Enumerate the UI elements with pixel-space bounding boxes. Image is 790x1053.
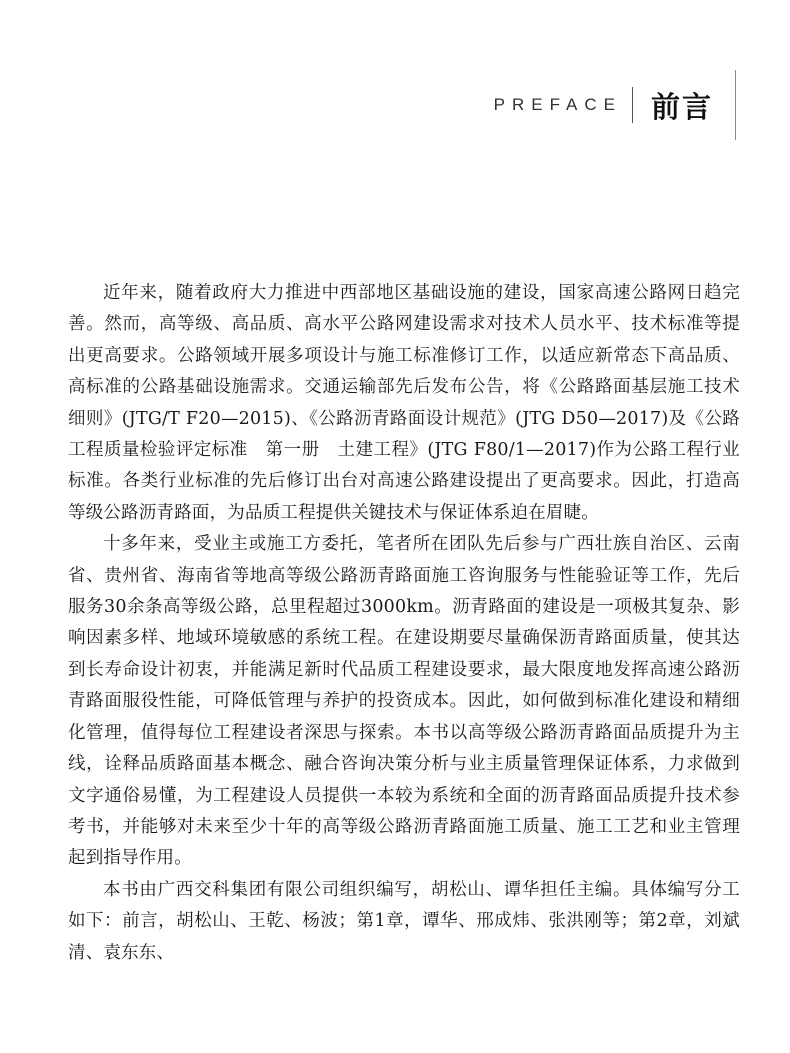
header-vertical-rule	[735, 70, 736, 140]
paragraph-3: 本书由广西交科集团有限公司组织编写，胡松山、谭华担任主编。具体编写分工如下：前言，胡松山、王乾、杨波；第1章，谭华、邢成炜、张洪刚等；第2章，刘斌清、袁东东、	[68, 879, 740, 963]
preface-title-cn: 前言	[650, 89, 713, 124]
preface-title-en: PREFACE	[493, 95, 622, 114]
page-header	[494, 70, 736, 140]
paragraph-1: 近年来，随着政府大力推进中西部地区基础设施的建设，国家高速公路网日趋完善。然而，高等级、高品质、高水平公路网建设需求对技术人员水平、技术标准等提出更高要求。公路领域开展多项设计与施工标准修订工作，以适应新常态下高品质、高标准的公路基础设施需求。交通运输部先后发布公告，将《公路路面基层施工技术细则》(JTG/T F20—2015)、《公路沥青路面设计规范》(JTG D50—2017)及《公路工程质量检验评定标准 第一册 土建工程》(JTG F80/1—2017)作为公路工程行业标准。各类行业标准的先后修订出台对高速公路建设提出了更高要求。因此，打造高等级公路沥青路面，为品质工程提供关键技术与保证体系迫在眉睫。	[68, 283, 740, 523]
body-text	[68, 278, 740, 969]
paragraph-2: 十多年来，受业主或施工方委托，笔者所在团队先后参与广西壮族自治区、云南省、贵州省、海南省等地高等级公路沥青路面施工咨询服务与性能验证等工作，先后服务30余条高等级公路，总里程超过3000km。沥青路面的建设是一项极其复杂、影响因素多样、地域环境敏感的系统工程。在建设期要尽量确保沥青路面质量，使其达到长寿命设计初衷，并能满足新时代品质工程建设要求，最大限度地发挥高速公路沥青路面服役性能，可降低管理与养护的投资成本。因此，如何做到标准化建设和精细化管理，值得每位工程建设者深思与探索。本书以高等级公路沥青路面品质提升为主线，诠释品质路面基本概念、融合咨询决策分析与业主质量管理保证体系，力求做到文字通俗易懂，为工程建设人员提供一本较为系统和全面的沥青路面品质提升技术参考书，并能够对未来至少十年的高等级公路沥青路面施工质量、施工工艺和业主管理起到指导作用。	[68, 534, 740, 869]
header-separator	[632, 87, 633, 123]
